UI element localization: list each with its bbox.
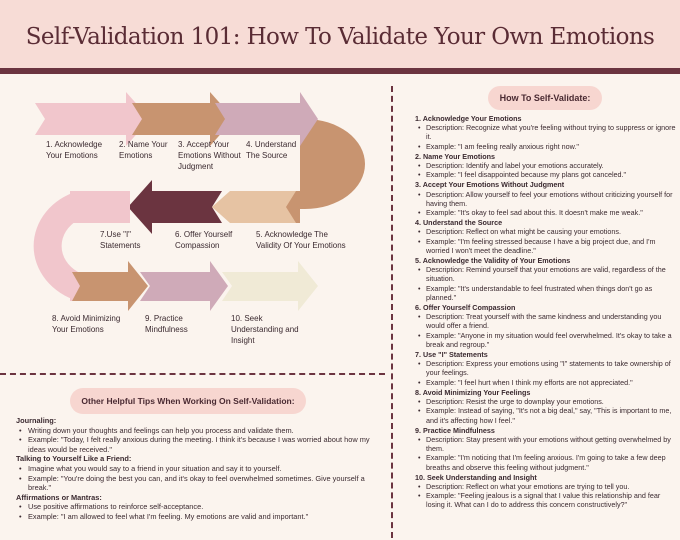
guide-item-bullet: • Example: "Anyone in my situation would feel overwhelmed. It's okay to take a break and regroup." (415, 331, 677, 349)
guide-item (415, 426, 677, 472)
guide-item-bullet: • Description: Remind yourself that your emotions are valid, regardless of the situation. (415, 265, 677, 283)
arrow-step-3 (215, 92, 318, 146)
guide-item-title: 7. Use "I" Statements (415, 350, 488, 360)
guide-item (415, 114, 677, 151)
tips-section-bullet: • Writing down your thoughts and feelings can help you process and validate them. (16, 426, 386, 436)
guide-item-bullet: • Description: Stay present with your emotions without getting overwhelmed by them. (415, 435, 677, 453)
guide-item-bullet: • Example: "I'm noticing that I'm feeling anxious. I'm going to take a few deep breaths and observe this feeling without judgment." (415, 453, 677, 471)
tips-section-bullet: • Example: "Today, I felt really anxious during the meeting. I think it's because I was worried about how my ideas would be received." (16, 435, 386, 454)
guide-item (415, 303, 677, 349)
tips-section-bullet: • Use positive affirmations to reinforce self-acceptance. (16, 502, 386, 512)
header-rule (0, 68, 680, 74)
guide-item-title: 9. Practice Mindfulness (415, 425, 495, 435)
guide-list (415, 114, 677, 511)
guide-item-bullet: • Example: "It's okay to feel sad about this. It doesn't make me weak." (415, 208, 677, 217)
guide-item (415, 218, 677, 255)
guide-item-bullet: • Example: "I feel disappointed because my plans got canceled." (415, 170, 677, 179)
guide-item-bullet: • Description: Reflect on what might be causing your emotions. (415, 227, 677, 236)
guide-item-title: 6. Offer Yourself Compassion (415, 303, 516, 313)
guide-item-title: 1. Acknowledge Your Emotions (415, 114, 522, 123)
step-label-9: 9. Practice Mindfulness (145, 314, 188, 334)
tips-heading: Other Helpful Tips When Working On Self-Validation: (70, 388, 306, 414)
guide-item-bullet: • Example: "I feel hurt when I think my efforts are not appreciated." (415, 378, 677, 387)
guide-item (415, 256, 677, 302)
guide-item-title: 4. Understand the Source (415, 218, 503, 228)
tips-list (16, 416, 386, 522)
step-label-8: 8. Avoid Minimizing Your Emotions (52, 314, 121, 334)
guide-item-bullet: • Example: "Feeling jealous is a signal that I value this relationship and fear losing it. What can I do to address this concern constructively?" (415, 491, 677, 509)
guide-item-title: 3. Accept Your Emotions Without Judgment (415, 180, 565, 190)
guide-item-bullet: • Description: Express your emotions using "I" statements to take ownership of your feelings. (415, 359, 677, 377)
header-banner (0, 0, 680, 68)
page-title: Self-Validation 101: How To Validate Your Own Emotions (25, 24, 655, 50)
right-turn-curve-bottom (300, 119, 365, 209)
arrow-step-1 (35, 92, 150, 146)
step-label-6: 6. Offer Yourself Compassion (175, 230, 233, 250)
step-label-7: 7.Use "I" Statements (100, 230, 141, 250)
step-label-3: 3. Accept Your Emotions Without Judgment (178, 140, 241, 171)
guide-heading: How To Self-Validate: (488, 86, 602, 110)
guide-item (415, 473, 677, 510)
tips-section-bullet: • Example: "You're doing the best you can, and it's okay to feel overwhelmed sometimes. Give yourself a break." (16, 474, 386, 493)
vertical-divider (391, 86, 393, 538)
arrow-step-2 (132, 92, 234, 146)
guide-item-bullet: • Description: Reflect on what your emotions are trying to tell you. (415, 482, 677, 491)
guide-item (415, 350, 677, 387)
guide-item-title: 8. Avoid Minimizing Your Feelings (415, 387, 531, 397)
guide-item-title: 2. Name Your Emotions (415, 151, 496, 161)
arrow-step-8 (72, 261, 148, 311)
horizontal-divider (0, 373, 385, 375)
tips-section-title: Talking to Yourself Like a Friend: (16, 454, 132, 464)
tips-section-bullet: • Example: "I am allowed to feel what I'm feeling. My emotions are valid and important." (16, 512, 386, 522)
guide-item-bullet: • Description: Allow yourself to feel your emotions without criticizing yourself for having them. (415, 190, 677, 208)
row2-connector (70, 191, 130, 223)
guide-item-bullet: • Description: Identify and label your emotions accurately. (415, 161, 677, 170)
guide-item-bullet: • Example: "It's understandable to feel frustrated when things don't go as planned." (415, 284, 677, 302)
arrow-step-9 (140, 261, 228, 311)
guide-item-bullet: • Example: "I am feeling really anxious right now." (415, 142, 677, 151)
guide-item (415, 388, 677, 425)
guide-item-title: 5. Acknowledge the Validity of Your Emotions (415, 256, 571, 266)
step-label-10: 10. Seek Understanding and Insight (231, 314, 299, 345)
step-label-2: 2. Name Your Emotions (119, 140, 168, 160)
tips-section-title: Affirmations or Mantras: (16, 492, 102, 502)
guide-item-bullet: • Example: Instead of saying, "It's not a big deal," say, "This is important to me, and it's affecting how I feel." (415, 406, 677, 424)
steps-flow-diagram (0, 75, 390, 371)
arrow-step-6 (212, 191, 296, 223)
step-label-5: 5. Acknowledge The Validity Of Your Emotions (256, 230, 346, 250)
arrow-step-7 (128, 180, 222, 234)
step-label-1: 1. Acknowledge Your Emotions (46, 140, 103, 160)
guide-item-bullet: • Description: Treat yourself with the same kindness and understanding you would offer a friend. (415, 312, 677, 330)
guide-item-bullet: • Description: Resist the urge to downplay your emotions. (415, 397, 677, 406)
tips-section-title: Journaling: (16, 416, 57, 425)
tips-section-bullet: • Imagine what you would say to a friend in your situation and say it to yourself. (16, 464, 386, 474)
guide-item-title: 10. Seek Understanding and Insight (415, 472, 537, 482)
guide-item-bullet: • Example: "I'm feeling stressed because I have a big project due, and I'm worried I won't meet the deadline." (415, 237, 677, 255)
arrow-step-10 (222, 261, 318, 311)
guide-item-bullet: • Description: Recognize what you're feeling without trying to suppress or ignore it. (415, 123, 677, 141)
guide-item (415, 152, 677, 180)
step-label-4: 4. Understand The Source (246, 140, 297, 160)
guide-item (415, 180, 677, 217)
